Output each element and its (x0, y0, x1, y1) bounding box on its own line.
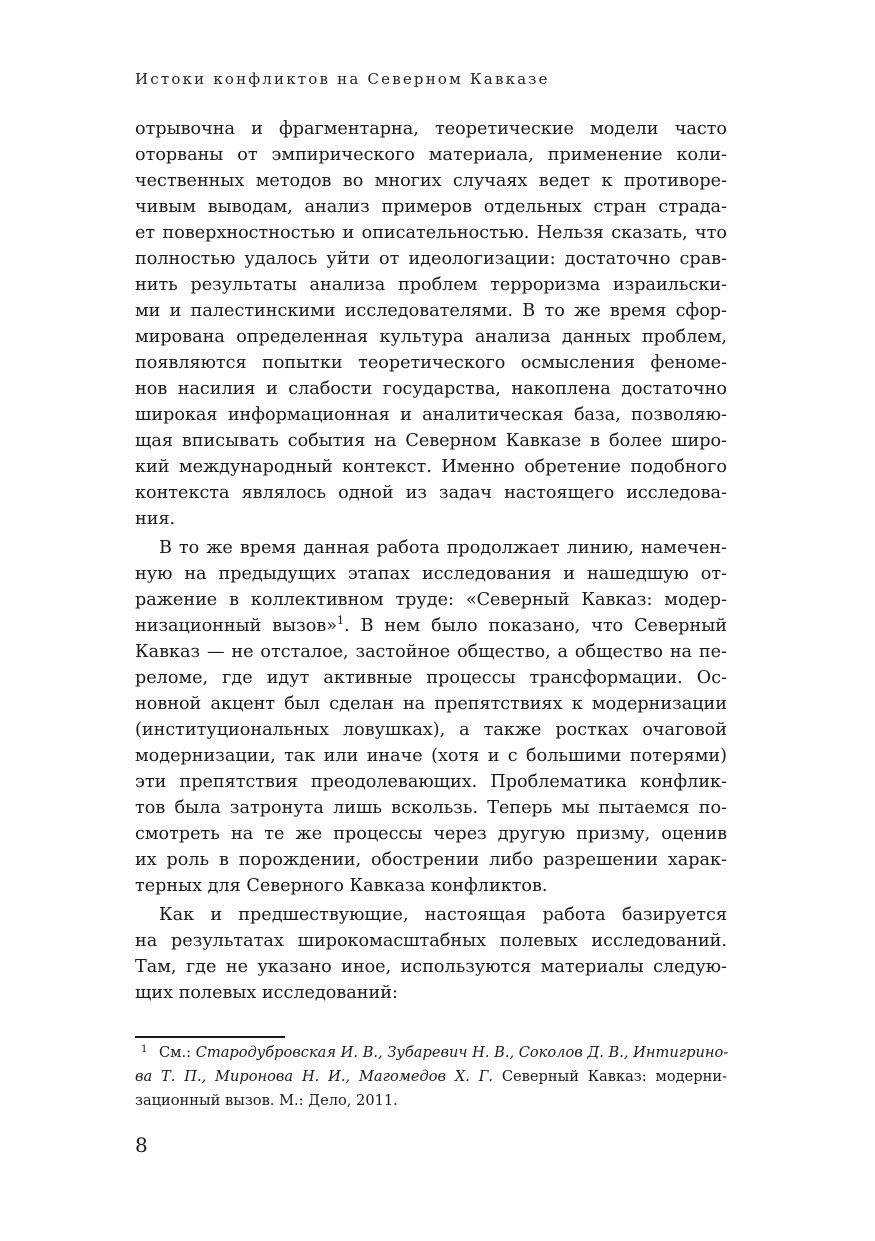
paragraph-1 (135, 116, 727, 532)
running-header: Истоки конфликтов на Северном Кавказе (135, 70, 550, 88)
footnote-authors: Стародубровская И. В., Зубаревич Н. В., Соколов Д. В., Интигрино- (195, 1044, 729, 1061)
footnote-title: Северный Кавказ: модерни- (493, 1068, 727, 1085)
text-line: (институциональных ловушках), а также ростках очаговой (135, 720, 727, 740)
text-line: ет поверхностностью и описательностью. Нельзя сказать, что (135, 223, 727, 243)
footnote-authors: ва Т. П., Миронова Н. И., Магомедов Х. Г. (135, 1068, 494, 1085)
text-line: мирована определенная культура анализа данных проблем, (135, 327, 727, 347)
text-line: тов была затронута лишь вскользь. Теперь мы пытаемся по- (135, 798, 727, 818)
paragraph-3 (135, 902, 727, 1006)
text-line: чивым выводам, анализ примеров отдельных стран страда- (135, 197, 727, 217)
text-line: полностью удалось уйти от идеологизации: достаточно срав- (135, 249, 727, 269)
text-line: щих полевых исследований: (135, 983, 398, 1003)
text-line: контекста являлось одной из задач настоящего исследова- (135, 483, 727, 503)
text-line-with-footnote (135, 613, 727, 639)
text-line: ражение в коллективном труде: «Северный Кавказ: модер- (135, 590, 727, 610)
text-line: Как и предшествующие, настоящая работа базируется (159, 905, 727, 925)
text-line: реломе, где идут активные процессы трансформации. Ос- (135, 668, 727, 688)
text-line: эти препятствия преодолевающих. Проблематика конфлик- (135, 772, 727, 792)
text-line: В то же время данная работа продолжает линию, намечен- (159, 538, 727, 558)
text-line: отрывочна и фрагментарна, теоретические модели часто (135, 119, 727, 139)
text-line: ния. (135, 509, 176, 529)
text-line: терных для Северного Кавказа конфликтов. (135, 876, 548, 896)
footnote-divider (135, 1036, 285, 1038)
text-line: их роль в порождении, обострении либо разрешении харак- (135, 850, 727, 870)
text-line: появляются попытки теоретического осмысления феноме- (135, 353, 727, 373)
text-line: чественных методов во многих случаях ведет к противоре- (135, 171, 727, 191)
text-line: кий международный контекст. Именно обретение подобного (135, 457, 727, 477)
text-line: оторваны от эмпирического материала, применение коли- (135, 145, 727, 165)
text-line: смотреть на те же процессы через другую призму, оценив (135, 824, 727, 844)
page-number: 8 (135, 1133, 148, 1157)
paragraph-2 (135, 535, 727, 899)
text-fragment: низационный вызов» (135, 616, 338, 636)
text-line: ную на предыдущих этапах исследования и нашедшую от- (135, 564, 727, 584)
footnote-line (135, 1065, 727, 1089)
text-line: широкая информационная и аналитическая база, позволяю- (135, 405, 727, 425)
text-line: Там, где не указано иное, используются материалы следую- (135, 957, 727, 977)
text-line: на результатах широкомасштабных полевых исследований. (135, 931, 727, 951)
footnote-line: зационный вызов. М.: Дело, 2011. (135, 1092, 398, 1109)
text-line: нить результаты анализа проблем терроризма израильски- (135, 275, 727, 295)
footnote-line: 1 См.: Стародубровская И. В., Зубаревич Н. В., Соколов Д. В., Интигрино- (141, 1044, 729, 1061)
footnote-block (135, 1041, 727, 1113)
footnote-prefix: См.: (159, 1044, 196, 1061)
main-text (135, 116, 727, 1006)
text-fragment: . В нем было показано, что Северный (344, 616, 727, 636)
text-line: новной акцент был сделан на препятствиях к модернизации (135, 694, 727, 714)
text-line: щая вписывать события на Северном Кавказе в более широ- (135, 431, 727, 451)
text-line: ми и палестинскими исследователями. В то же время сфор- (135, 301, 727, 321)
footnote-reference[interactable]: 1 (337, 614, 345, 627)
text-line: Кавказ — не отсталое, застойное общество, а общество на пе- (135, 642, 727, 662)
text-line: модернизации, так или иначе (хотя и с большими потерями) (135, 746, 727, 766)
text-line: нов насилия и слабости государства, накоплена достаточно (135, 379, 727, 399)
